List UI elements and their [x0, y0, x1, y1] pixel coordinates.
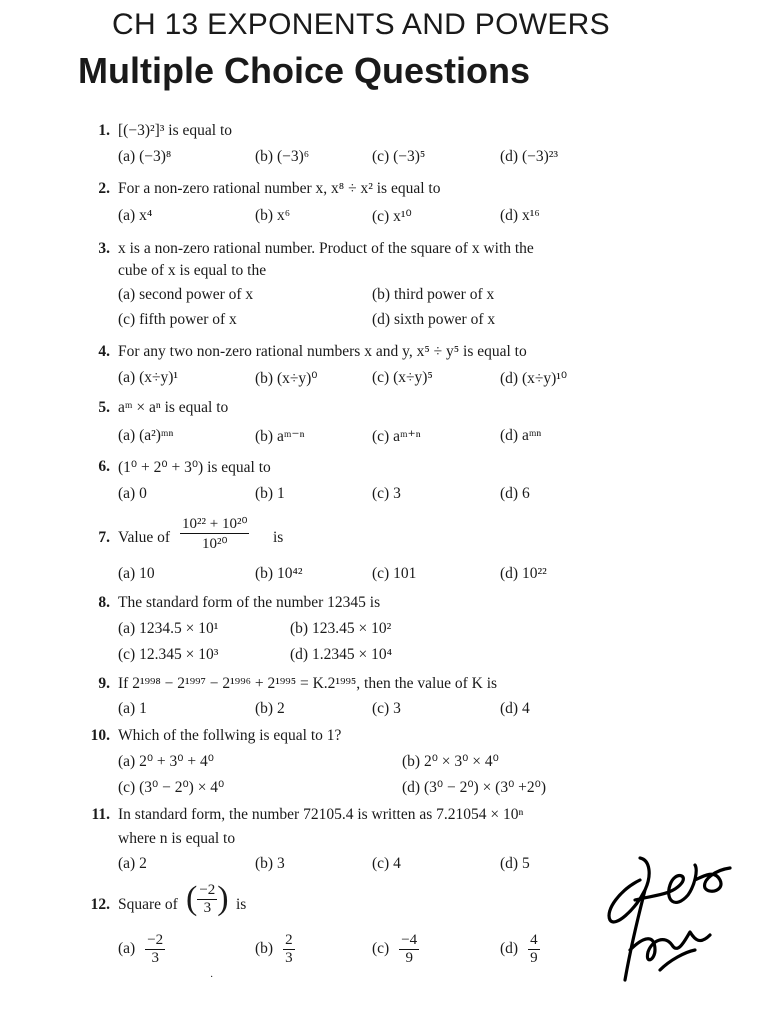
option-b: (b) 2⁰ × 3⁰ × 4⁰: [402, 753, 499, 770]
question-text-cont: is: [236, 896, 247, 913]
option-d: (d) 10²²: [500, 565, 547, 582]
option-a: (a) (x÷y)¹: [118, 369, 179, 386]
option-b: (b) 2: [255, 700, 285, 717]
option-c: (c) (x÷y)⁵: [372, 369, 433, 386]
question-text: The standard form of the number 12345 is: [118, 594, 381, 611]
option-d: (d) (3⁰ − 2⁰) × (3⁰ +2⁰): [402, 779, 547, 796]
question-number: 11.: [91, 806, 110, 823]
option-b: (b) 123.45 × 10²: [290, 620, 392, 637]
option-c: (c) (−3)⁵: [372, 148, 426, 165]
question-number: 6.: [98, 458, 110, 475]
option-a: (a) (a²)ᵐⁿ: [118, 427, 174, 444]
option-b: (b) (x÷y)⁰: [255, 370, 318, 387]
question-number: 3.: [98, 240, 110, 257]
question-number: 8.: [98, 594, 110, 611]
option-d: (d) 6: [500, 485, 530, 502]
question-text: In standard form, the number 72105.4 is written as 7.21054 × 10ⁿ: [118, 806, 524, 823]
option-a: (a) 1: [118, 700, 147, 717]
fraction-numerator: 10²² + 10²⁰: [182, 516, 248, 532]
option-a: (a) 1234.5 × 10¹: [118, 620, 219, 637]
question-text: Which of the follwing is equal to 1?: [118, 727, 342, 744]
question-number: 12.: [90, 896, 110, 913]
question-number: 4.: [98, 343, 110, 360]
question-text-cont: where n is equal to: [118, 830, 236, 847]
handwritten-signature: [600, 840, 750, 990]
option-a: (a) second power of x: [118, 286, 254, 303]
option-a: (a) 10: [118, 565, 155, 582]
question-number: 2.: [98, 180, 110, 197]
option-d: (d) sixth power of x: [372, 311, 496, 328]
fraction-numerator: −2: [199, 881, 216, 898]
option-d: (d) x¹⁶: [500, 207, 540, 224]
question-text: (1⁰ + 2⁰ + 3⁰) is equal to: [118, 459, 271, 476]
option-c: (c) aᵐ⁺ⁿ: [372, 428, 421, 445]
fraction-denominator: 10²⁰: [201, 536, 228, 552]
option-d: (d) $\frac{4}{9}$: [500, 932, 538, 966]
option-c: (c) 3: [372, 700, 401, 717]
option-a: (a) $\frac{-2}{3}$: [118, 932, 164, 966]
question-text: Square of: [118, 896, 178, 913]
question-text: aᵐ × aⁿ is equal to: [118, 399, 229, 416]
chapter-title: CH 13 EXPONENTS AND POWERS: [112, 8, 610, 41]
option-d: (d) 5: [500, 855, 530, 872]
question-text: x is a non-zero rational number. Product of the square of x with the: [118, 240, 534, 257]
option-b: (b) 1: [255, 485, 285, 502]
page-title: Multiple Choice Questions: [78, 50, 531, 91]
option-c: (c) 12.345 × 10³: [118, 646, 219, 663]
option-c: (c) 101: [372, 565, 417, 582]
question-text: Value of: [118, 529, 171, 546]
option-b: (b) 10⁴²: [255, 565, 303, 582]
option-c: (c) (3⁰ − 2⁰) × 4⁰: [118, 779, 225, 796]
question-number: 7.: [98, 529, 110, 546]
option-b: (b) third power of x: [372, 286, 495, 303]
option-a: (a) 2: [118, 855, 147, 872]
option-d: (d) (x÷y)¹⁰: [500, 370, 568, 387]
question-number: 1.: [98, 122, 110, 139]
option-b: (b) aᵐ⁻ⁿ: [255, 428, 305, 445]
option-b: (b) x⁶: [255, 207, 291, 224]
fraction-expression: [180, 514, 249, 553]
option-c: (c) 4: [372, 855, 401, 872]
question-text-cont: cube of x is equal to the: [118, 262, 267, 279]
option-c: (c) fifth power of x: [118, 311, 237, 328]
question-text: For any two non-zero rational numbers x and y, x⁵ ÷ y⁵ is equal to: [118, 343, 527, 360]
option-b: (b) 3: [255, 855, 285, 872]
option-d: (d) (−3)²³: [500, 148, 559, 165]
option-b: (b) (−3)⁶: [255, 148, 310, 165]
question-text-cont: is: [273, 529, 284, 546]
fraction-paren: ( $\frac{-2}{3}$ ): [186, 880, 229, 918]
option-b: (b) $\frac{2}{3}$: [255, 932, 293, 966]
question-number: 9.: [98, 675, 110, 692]
question-text: For a non-zero rational number x, x⁸ ÷ x² is equal to: [118, 180, 441, 197]
option-d: (d) aᵐⁿ: [500, 427, 542, 444]
dot-mark: ·: [210, 972, 214, 983]
option-c: (c) $\frac{-4}{9}$: [372, 932, 418, 966]
fraction-denominator: 3: [203, 899, 212, 916]
option-a: (a) x⁴: [118, 207, 153, 224]
question-text: If 2¹⁹⁹⁸ − 2¹⁹⁹⁷ − 2¹⁹⁹⁶ + 2¹⁹⁹⁵ = K.2¹⁹⁹⁵, then the value of K is: [118, 675, 498, 692]
question-number: 5.: [98, 399, 110, 416]
option-a: (a) (−3)⁸: [118, 148, 172, 165]
option-d: (d) 1.2345 × 10⁴: [290, 646, 392, 663]
option-c: (c) x¹⁰: [372, 208, 412, 225]
question-number: 10.: [90, 727, 110, 744]
option-c: (c) 3: [372, 485, 401, 502]
option-d: (d) 4: [500, 700, 530, 717]
option-a: (a) 2⁰ + 3⁰ + 4⁰: [118, 753, 214, 770]
option-a: (a) 0: [118, 485, 147, 502]
question-text: [(−3)²]³ is equal to: [118, 122, 233, 139]
